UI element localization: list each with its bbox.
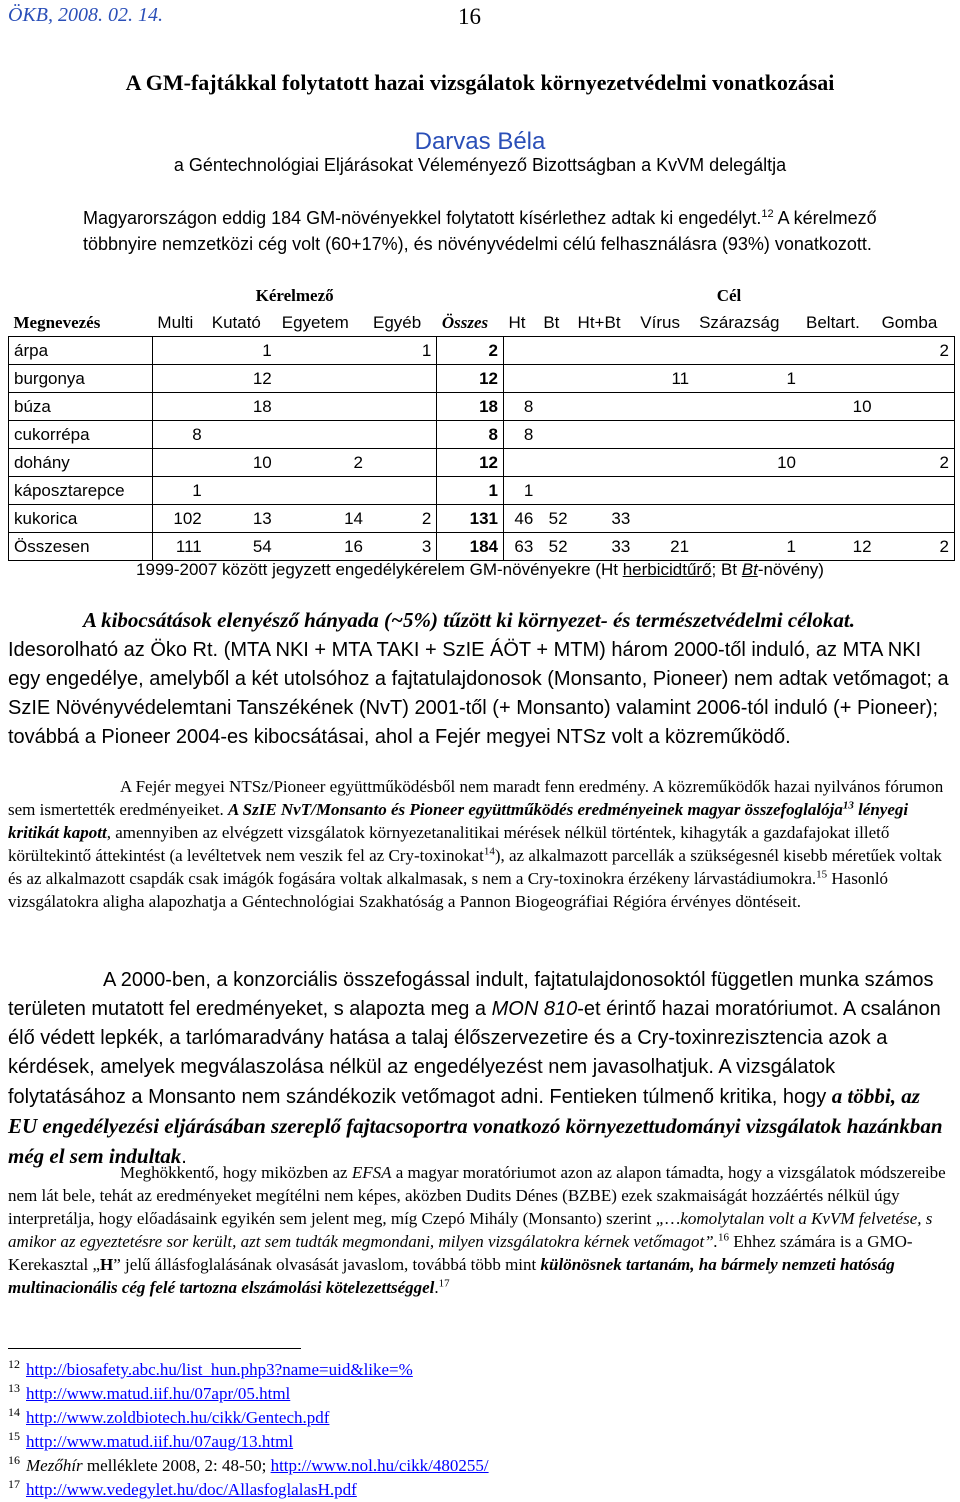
table-cell: 12 [207,365,277,393]
table-cell: 2 [368,505,437,533]
table-cell: 131 [437,505,504,533]
footnote-number: 12 [8,1357,20,1372]
paragraph-2-c: lényegi kritikát kapott [8,800,909,842]
table-cell [801,421,877,449]
table-cell [538,449,572,477]
table-cell [801,505,877,533]
col-header-kutato: Kutató [211,313,261,332]
paragraph-1 [8,606,953,752]
row-label: kukorica [9,505,153,533]
h-label: H [100,1255,114,1274]
table-cell: 2 [877,449,955,477]
table-cell [694,505,801,533]
row-label: árpa [9,337,153,365]
paragraph-2-b: A SzIE NvT/Monsanto és Pioneer együttműködés eredményeinek magyar összefoglalója [227,800,843,819]
paragraph-2 [8,775,953,913]
table-cell [277,337,368,365]
table-cell [694,421,801,449]
table-caption [0,560,960,580]
table-cell: 1 [694,365,801,393]
footnote-ref-14[interactable]: 14 [483,845,495,858]
table-cell [277,393,368,421]
footnote-ref-12[interactable]: 12 [761,208,774,220]
table-cell [877,505,955,533]
footnote-16 [8,1454,489,1478]
col-header-htbt: Ht+Bt [577,313,621,332]
caption-text-e: -növény) [757,560,824,579]
table-cell: 184 [437,533,504,561]
paragraph-1-rest: Idesorolható az Öko Rt. (MTA NKI + MTA TAKI + SzIE ÁÖT + MTM) három 2000-től induló, az MTA NKI egy engedélye, amelyből a két utolsóhoz a fajtatulajdonosok (Monsanto, Pioneer) nem adtak vetőmagot; a SzIE Növényvédelemtani Tanszékének (NvT) 2001-től (+ Monsanto) valamint 2006-tól induló (+ Pioneer); továbbá a Pioneer 2004-es kibocsátásai, ahol a Fejér megyei NTSz volt a közreműködő. [8,639,949,748]
table-row [9,505,955,533]
table-cell: 11 [635,365,694,393]
table-cell [573,365,636,393]
table-cell [801,477,877,505]
table-cell [635,449,694,477]
table-cell [207,477,277,505]
table-cell: 1 [504,477,539,505]
col-header-megnevezes: Megnevezés [13,313,101,332]
group-header-kerelmezo: Kérelmező [255,286,334,305]
footnote-ref-17[interactable]: 17 [438,1277,450,1290]
footnote-ref-16[interactable]: 16 [717,1231,729,1244]
footnote-number: 14 [8,1405,20,1420]
table-row [9,477,955,505]
footnote-number: 15 [8,1429,20,1444]
table-cell: 1 [368,337,437,365]
table-cell: 2 [877,533,955,561]
table-cell [368,477,437,505]
table-cell: 13 [207,505,277,533]
row-label: dohány [9,449,153,477]
table-cell: 21 [635,533,694,561]
footnote-15 [8,1430,293,1454]
paragraph-2-a: A Fejér megyei NTSz/Pioneer együttműködésből nem maradt fenn eredmény. A közreműködők hazai nyilvános fórumon sem ismertették eredményeiket. [8,777,944,819]
table-cell [504,449,539,477]
footnote-link[interactable]: http://www.nol.hu/cikk/480255/ [270,1456,489,1475]
col-header-egyeb: Egyéb [373,313,422,332]
paragraph-3-d: . [181,1146,187,1168]
paragraph-2-d: , amennyiben az elvégzett vizsgálatok környezetanalitikai mérések nélkül történtek, kihagyták a gazdafajokat illető körültekintő áttekintést (a levéltetvek nem veszik fel az Cry-toxinokat [8,823,890,865]
row-label: cukorrépa [9,421,153,449]
col-header-beltart: Beltart. [806,313,860,332]
table-cell [152,393,206,421]
author-affiliation: a Géntechnológiai Eljárásokat Véleményező Bizottságban a KvVM delegáltja [173,155,787,175]
col-header-osszes: Összes [441,313,489,332]
table-cell: 2 [437,337,504,365]
gm-applications-table [8,282,955,561]
table-cell: 10 [207,449,277,477]
page-number: 16 [458,4,481,29]
table-cell: 3 [368,533,437,561]
table-cell: 12 [437,365,504,393]
table-cell [368,449,437,477]
footnote-text: melléklete 2008, 2: 48-50; [82,1456,271,1475]
table-cell: 10 [801,393,877,421]
table-row [9,421,955,449]
footnote-14 [8,1406,329,1430]
caption-text-c: ; Bt [711,560,742,579]
table-cell [694,337,801,365]
table-cell: 1 [694,533,801,561]
footnote-12 [8,1358,413,1382]
col-header-ht: Ht [508,313,526,332]
caption-text-b: herbicidtűrő [622,560,712,579]
paragraph-4-c: Ehhez számára is a GMO-Kerekasztal „ [8,1232,913,1274]
header-date: ÖKB, 2008. 02. 14. [8,4,163,26]
table-cell [573,449,636,477]
table-cell: 63 [504,533,539,561]
footnote-link[interactable]: http://www.vedegylet.hu/doc/AllasfoglalasH.pdf [26,1480,357,1499]
table-cell [877,477,955,505]
table-cell [801,337,877,365]
table-cell: 54 [207,533,277,561]
table-cell [635,477,694,505]
caption-text-d: Bt [741,560,758,579]
paragraph-2-e: ), az alkalmazott parcellák a szükségesnél kisebb méretűek voltak és az alkalmazott csapdák csak imágók fogására voltak alkalmasak, s nem a Cry-toxinokra érzékeny lárvastádiumokra. [8,846,942,888]
table-cell [573,393,636,421]
row-label: burgonya [9,365,153,393]
footnote-13 [8,1382,290,1406]
table-row [9,365,955,393]
paragraph-2-f: Hasonló vizsgálatokra aligha alapozhatja a Géntechnológiai Szakhatóság a Pannon Biogeográfiai Régióra érvényes döntéseit. [8,869,889,911]
table-cell: 18 [207,393,277,421]
table-cell [573,477,636,505]
footnote-number: 16 [8,1453,20,1468]
row-label: búza [9,393,153,421]
footnote-17 [8,1478,357,1502]
table-cell [277,365,368,393]
table-cell [538,393,572,421]
footnote-source: Mezőhír [26,1456,83,1475]
table-cell [694,393,801,421]
table-cell [801,365,877,393]
table-cell [573,337,636,365]
table-cell: 52 [538,533,572,561]
footnote-ref-15[interactable]: 15 [816,868,828,881]
intro-text-2: A kérelmező többnyire nemzetközi cég volt (60+17%), és növényvédelmi célú felhasználásra (93%) vonatkozott. [83,208,877,254]
table-cell [877,421,955,449]
footnote-number: 13 [8,1381,20,1396]
table-cell: 1 [152,477,206,505]
footnote-link[interactable]: http://www.matud.iif.hu/07aug/13.html [26,1432,294,1451]
table-cell [277,477,368,505]
paragraph-4-e: különösnek tartanám, ha bármely nemzeti hatóság multinacionális cég felé tartozna elszámolási kötelezettséggel [8,1255,895,1297]
table-cell: 111 [152,533,206,561]
table-cell: 1 [437,477,504,505]
table-cell [368,421,437,449]
paragraph-1-lead: A kibocsátások elenyésző hányada (~5%) tűzött ki környezet- és természetvédelmi célokat. [83,608,855,632]
table-row [9,337,955,365]
col-header-bt: Bt [543,313,560,332]
footnote-separator [8,1348,301,1349]
paragraph-4-f: . [434,1278,439,1297]
document-title: A GM-fajtákkal folytatott hazai vizsgálatok környezetvédelmi vonatkozásai [125,70,835,95]
quote-czepo: „…komolytalan volt a KvVM felvetése, s amikor az egyeztetésre sor került, azt sem tudták megmondani, milyen vizsgálatokra kérnek vetőmagot”. [8,1209,933,1251]
table-cell [152,449,206,477]
table-cell [504,337,539,365]
table-cell [694,477,801,505]
table-row [9,393,955,421]
table-cell [635,393,694,421]
table-cell [368,393,437,421]
col-header-egyetem: Egyetem [281,313,349,332]
table-cell [152,337,206,365]
caption-text-a: 1999-2007 között jegyzett engedélykérelem GM-növényekre (Ht [136,560,623,579]
col-header-virus: Vírus [640,313,680,332]
table-cell [573,421,636,449]
table-row [9,449,955,477]
paragraph-3-c: a többi, az EU engedélyezési eljárásában szereplő fajtacsoportra vonatkozó környezettudományi vizsgálatok hazánkban még el sem indultak [8,1084,943,1168]
table-cell [152,365,206,393]
paragraph-4 [8,1161,953,1299]
author-name: Darvas Béla [414,128,546,155]
table-cell: 46 [504,505,539,533]
table-cell: 8 [504,393,539,421]
intro-text-1: Magyarországon eddig 184 GM-növényekkel folytatott kísérlethez adtak ki engedélyt. [83,208,762,228]
col-header-szarazsag: Szárazság [699,313,780,332]
table-cell [277,421,368,449]
col-header-multi: Multi [157,313,194,332]
table-cell [538,337,572,365]
footnote-ref-13[interactable]: 13 [842,799,854,812]
footnote-link[interactable]: http://www.zoldbiotech.hu/cikk/Gentech.pdf [26,1408,330,1427]
table-cell: 8 [504,421,539,449]
table-cell [538,477,572,505]
table-cell [635,421,694,449]
mon810-term: MON 810 [491,998,578,1020]
row-label: Összesen [9,533,153,561]
footnote-number: 17 [8,1477,20,1492]
group-header-cel: Cél [716,286,742,305]
table-cell [504,365,539,393]
table-cell [538,365,572,393]
paragraph-4-d: ” jelű állásfoglalásának olvasását javaslom, továbbá több mint [113,1255,541,1274]
efsa-term: EFSA [351,1163,392,1182]
paragraph-3-b: -et érintő hazai moratóriumot. A csalánon élő védett lepkék, a tarlómaradvány hatása a talaj élőszervezetire és a Cry-toxinrezisztencia azok a kérdések, amelyek megválaszolása nélkül az engedélyezést nem javasolhatjuk. A vizsgálatok folytatásához a Monsanto nem szándékozik vetőmagot adni. Fentieken túlmenő kritika, hogy [8,998,941,1108]
table-cell: 2 [877,337,955,365]
table-cell: 12 [437,449,504,477]
row-label: káposztarepce [9,477,153,505]
table-cell: 12 [801,533,877,561]
table-cell: 52 [538,505,572,533]
table-cell [801,449,877,477]
paragraph-4-b: a magyar moratóriumot azon az alapon támadta, hogy a vizsgálatok módszereibe nem lát bele, tehát az eredményeket megítélni nem képes, aközben Dudits Dénes (BZBE) ezek szakmaiságát hozzáértés nélkül úgy interpretálja, hogy előadásaink egyikén sem jelent meg, míg Czepó Mihály (Monsanto) szerint [8,1163,946,1228]
paragraph-4-a: Meghökkentő, hogy miközben az [120,1163,352,1182]
intro-paragraph [8,205,953,257]
table-cell [877,393,955,421]
table-cell [538,421,572,449]
footnote-link[interactable]: http://www.matud.iif.hu/07apr/05.html [26,1384,291,1403]
table-cell: 33 [573,505,636,533]
footnote-link[interactable]: http://biosafety.abc.hu/list_hun.php3?name=uid&like=% [26,1360,413,1379]
paragraph-3-a: A 2000-ben, a konzorciális összefogással indult, fajtatulajdonosoktól független munka számos területen mutatott fel eredményeket, s alapozta meg a [8,969,934,1020]
table-cell: 2 [277,449,368,477]
table-cell: 8 [152,421,206,449]
table-cell: 18 [437,393,504,421]
table-cell: 14 [277,505,368,533]
table-cell [877,365,955,393]
table-cell: 8 [437,421,504,449]
table-cell [635,337,694,365]
table-cell: 33 [573,533,636,561]
paragraph-3 [8,966,953,1172]
table-cell: 16 [277,533,368,561]
col-header-gomba: Gomba [881,313,938,332]
table-cell [635,505,694,533]
table-cell [207,421,277,449]
table-cell: 10 [694,449,801,477]
table-row [9,533,955,561]
table-cell [368,365,437,393]
table-cell: 1 [207,337,277,365]
table-cell: 102 [152,505,206,533]
